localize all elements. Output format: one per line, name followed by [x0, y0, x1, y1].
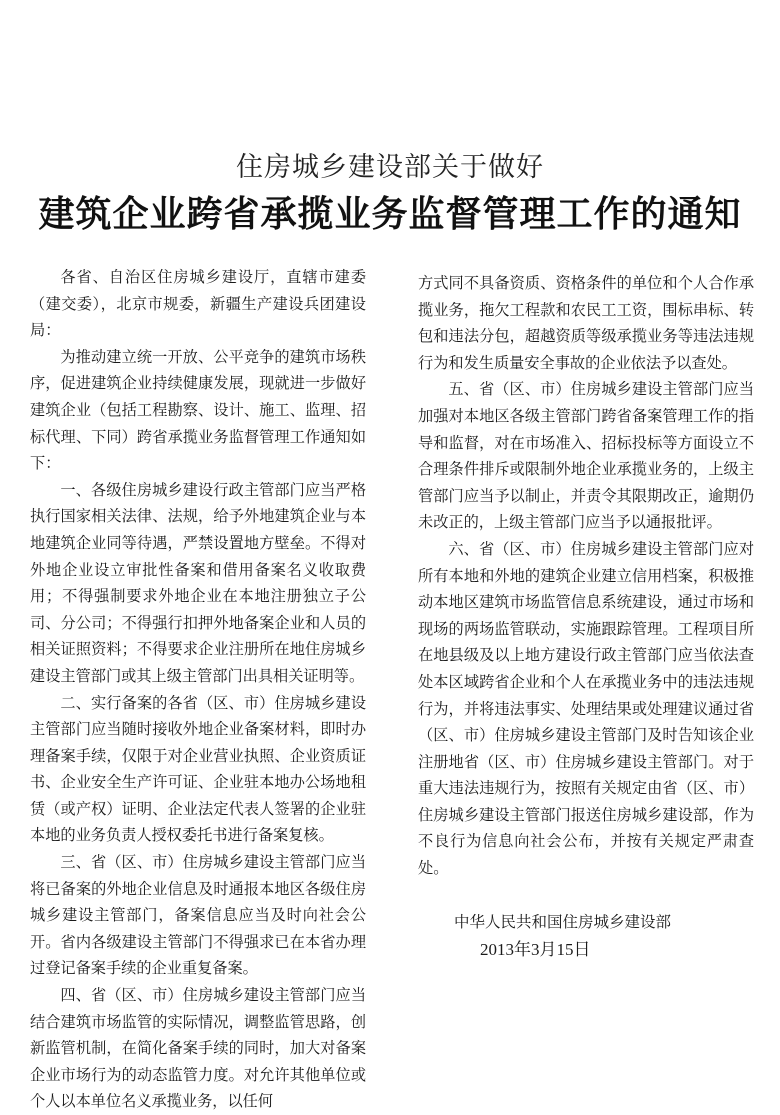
issuing-organization: 中华人民共和国住房城乡建设部	[454, 913, 672, 931]
salutation-paragraph: 各省、自治区住房城乡建设厅，直辖市建委（建交委），北京市规委，新疆生产建设兵团建设局：	[30, 268, 366, 340]
clause-5-paragraph: 五、省（区、市）住房城乡建设主管部门应当加强对本地区各级主管部门跨省备案管理工作的指导和监督，对在市场准入、招标投标等方面设立不合理条件排斥或限制外地企业承揽业务的，上级主管部门应当予以制止，并责令其限期改正，逾期仍未改正的，上级主管部门应当予以通报批评。	[418, 380, 754, 532]
document-subtitle: 住房城乡建设部关于做好	[236, 152, 544, 183]
document-title: 建筑企业跨省承揽业务监督管理工作的通知	[38, 194, 742, 235]
signoff-block	[418, 908, 754, 964]
clause-2-paragraph: 二、实行备案的各省（区、市）住房城乡建设主管部门应当随时接收外地企业备案材料，即时办理备案手续，仅限于对企业营业执照、企业资质证书、企业安全生产许可证、企业驻本地办公场地租赁（或产权）证明、企业法定代表人签署的企业驻本地的业务负责人授权委托书进行备案复核。	[30, 693, 366, 845]
left-column	[30, 264, 366, 1115]
clause-4-paragraph: 四、省（区、市）住房城乡建设主管部门应当结合建筑市场监管的实际情况，调整监管思路，创新监管机制，在简化备案手续的同时，加大对备案企业市场行为的动态监管力度。对允许其他单位或个人以本单位名义承揽业务，以任何	[30, 986, 366, 1111]
intro-paragraph: 为推动建立统一开放、公平竞争的建筑市场秩序，促进建筑企业持续健康发展，现就进一步做好建筑企业（包括工程勘察、设计、施工、监理、招标代理、下同）跨省承揽业务监督管理工作通知如下：	[30, 347, 366, 473]
right-column	[418, 270, 754, 882]
clause-3-paragraph: 三、省（区、市）住房城乡建设主管部门应当将已备案的外地企业信息及时通报本地区各级住房城乡建设主管部门，备案信息应当及时向社会公开。省内各级建设主管部门不得强求已在本省办理过登记备案手续的企业重复备案。	[30, 853, 366, 978]
clause-1-paragraph: 一、各级住房城乡建设行政主管部门应当严格执行国家相关法律、法规，给予外地建筑企业与本地建筑企业同等待遇，严禁设置地方壁垒。不得对外地企业设立审批性备案和借用备案名义收取费用；不得强制要求外地企业在本地注册独立子公司、分公司；不得强行扣押外地备案企业和人员的相关证照资料；不得要求企业注册所在地住房城乡建设主管部门或其上级主管部门出具相关证明等。	[30, 480, 366, 685]
issue-date: 2013年3月15日	[480, 940, 591, 959]
clause-6-paragraph: 六、省（区、市）住房城乡建设主管部门应对所有本地和外地的建筑企业建立信用档案，积极推动本地区建筑市场监管信息系统建设，通过市场和现场的两场监管联动，实施跟踪管理。工程项目所在地县级及以上地方建设行政主管部门应当依法查处本区域跨省企业和个人在承揽业务中的违法违规行为，并将违法事实、处理结果或处理建议通过省（区、市）住房城乡建设主管部门及时告知该企业注册地省（区、市）住房城乡建设主管部门。对于重大违法违规行为，按照有关规定由省（区、市）住房城乡建设主管部门报送住房城乡建设部，作为不良行为信息向社会公布，并按有关规定严肃查处。	[418, 539, 754, 878]
clause-4-continuation: 方式同不具备资质、资格条件的单位和个人合作承揽业务，拖欠工程款和农民工工资，围标串标、转包和违法分包，超越资质等级承揽业务等违法违规行为和发生质量安全事故的企业依法予以查处。	[418, 274, 754, 372]
